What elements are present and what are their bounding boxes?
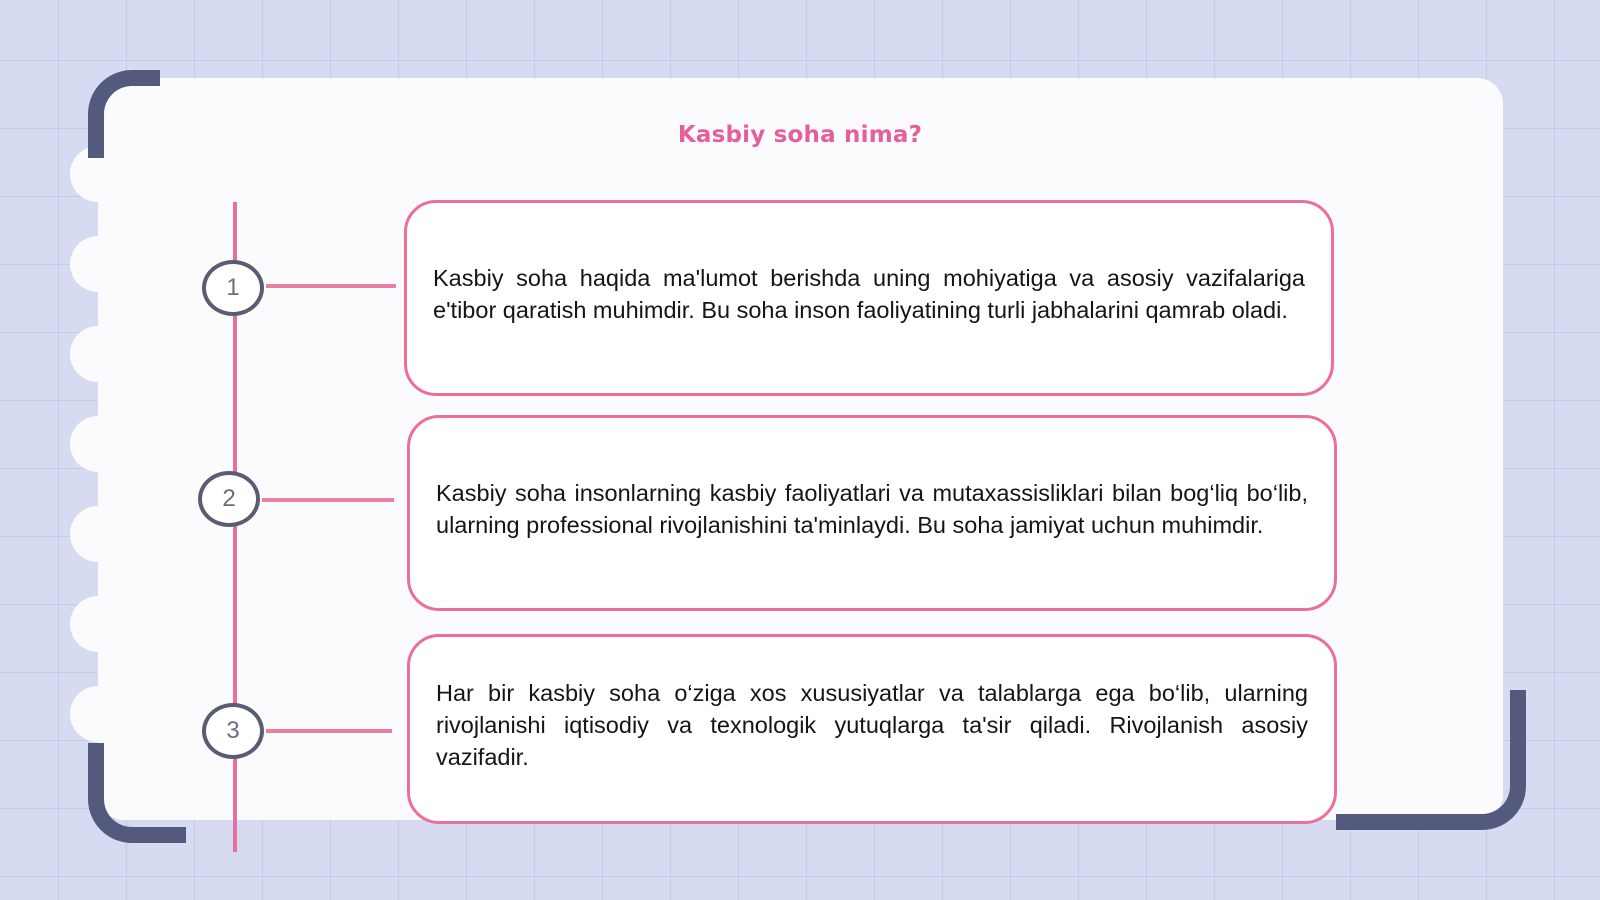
info-card-text: Kasbiy soha insonlarning kasbiy faoliyatlari va mutaxassisliklari bilan bog‘liq bo‘lib, ularning professional rivojlanishini ta'minlaydi. Bu soha jamiyat uchun muhimdir. bbox=[436, 480, 1308, 538]
info-card-2 bbox=[407, 415, 1337, 611]
timeline-node-2: 2 bbox=[198, 471, 260, 527]
corner-bracket-bottom-right bbox=[1336, 690, 1526, 830]
info-card-1 bbox=[404, 200, 1334, 396]
timeline-node-1: 1 bbox=[202, 260, 264, 316]
paper-scallop bbox=[70, 416, 126, 472]
paper-scallop bbox=[70, 686, 126, 742]
paper-scallop bbox=[70, 506, 126, 562]
info-card-text: Kasbiy soha haqida ma'lumot berishda uning mohiyatiga va asosiy vazifalariga e'tibor qaratish muhimdir. Bu soha inson faoliyatining turli jabhalarini qamrab oladi. bbox=[433, 265, 1305, 323]
paper-scallop bbox=[70, 326, 126, 382]
timeline-connector bbox=[262, 498, 394, 502]
timeline-node-3: 3 bbox=[202, 703, 264, 759]
paper-scallop bbox=[70, 236, 126, 292]
slide-title: Kasbiy soha nima? bbox=[677, 122, 923, 148]
timeline-connector bbox=[266, 284, 396, 288]
timeline-connector bbox=[266, 729, 392, 733]
info-card-3 bbox=[407, 634, 1337, 824]
paper-scallop bbox=[70, 596, 126, 652]
info-card-text: Har bir kasbiy soha o‘ziga xos xususiyatlar va talablarga ega bo‘lib, ularning rivojlanishi iqtisodiy va texnologik yutuqlarga ta'sir qiladi. Rivojlanish asosiy vazifadir. bbox=[436, 680, 1308, 770]
corner-bracket-bottom-left bbox=[88, 743, 186, 843]
